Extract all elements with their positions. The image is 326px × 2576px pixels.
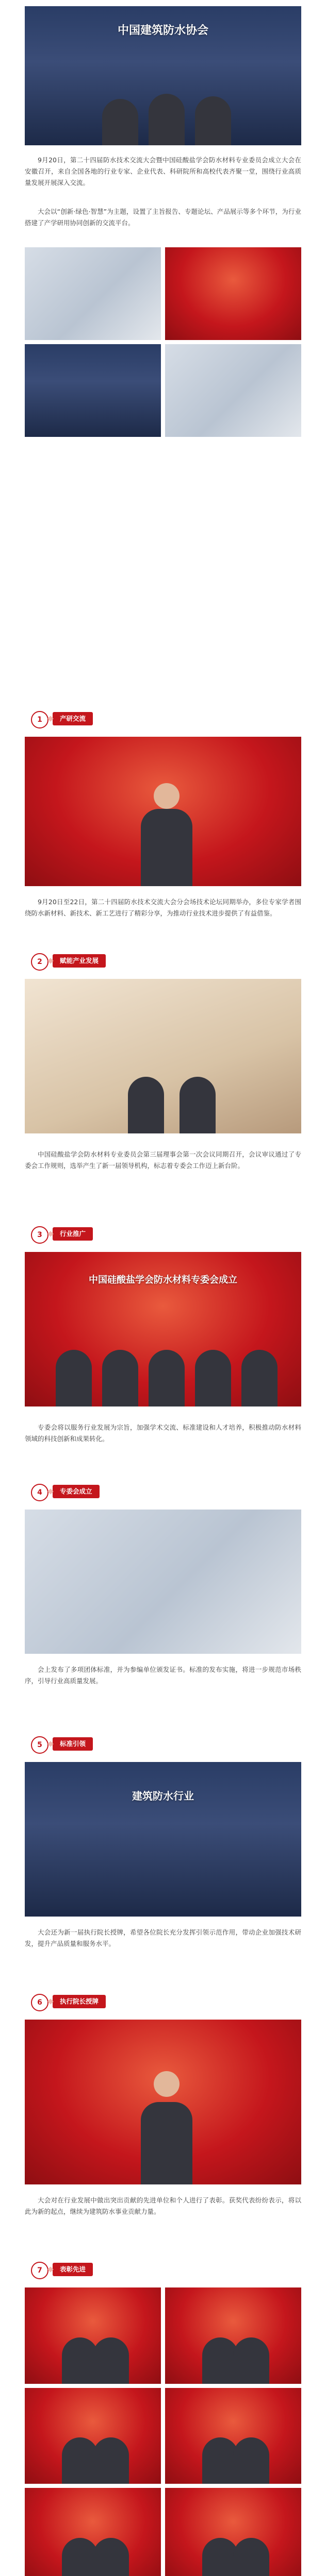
- section-title-4: 专委会成立: [53, 1485, 100, 1498]
- photo-grid-1b: [165, 247, 301, 340]
- standard-photo: [25, 1510, 301, 1654]
- award-grid-photo: [25, 2488, 161, 2576]
- stage-banner-text: 建筑防水行业: [132, 1790, 194, 1802]
- section-mark-4: 4: [31, 1484, 48, 1501]
- paragraph-1: 9月20日，第二十四届防水技术交流大会暨中国硅酸盐学会防水材料专业委员会成立大会在安徽召开，来自全国各地的行业专家、企业代表、科研院所和高校代表齐聚一堂，围绕行业高质量发展开展深入交流。: [25, 156, 301, 187]
- section-title-1: 产研交流: [53, 712, 93, 725]
- paragraph-2: 大会以“创新·绿色·智慧”为主题，设置了主旨报告、专题论坛、产品展示等多个环节，为行业搭建了产学研用协同创新的交流平台。: [25, 208, 301, 227]
- photo-grid-1c: [25, 344, 161, 437]
- award-grid-photo: [165, 2388, 301, 2484]
- award-photo: [25, 979, 301, 1133]
- photo-grid-1a: [25, 247, 161, 340]
- section-title-2: 赋能产业发展: [53, 954, 106, 968]
- section-title-3: 行业推广: [53, 1227, 93, 1241]
- section-mark-2: 2: [31, 953, 48, 971]
- paragraph-6: 会上发布了多项团体标准，并为参编单位颁发证书。标准的发布实施，将进一步规范市场秩序，引导行业高质量发展。: [25, 1666, 301, 1685]
- paragraph-7: 大会还为新一届执行院长授牌，希望各位院长充分发挥引领示范作用，带动企业加强技术研发，提升产品质量和服务水平。: [25, 1928, 301, 1947]
- paragraph-5: 专委会将以服务行业发展为宗旨，加强学术交流、标准建设和人才培养，积极推动防水材料领域的科技创新和成果转化。: [25, 1423, 301, 1443]
- award-grid-photo: [165, 2488, 301, 2576]
- section-mark-5: 5: [31, 1736, 48, 1754]
- speaker-photo: [25, 737, 301, 886]
- award-grid: [25, 2287, 301, 2576]
- section-mark-3: 3: [31, 1226, 48, 1244]
- section-mark-1: 1: [31, 711, 48, 728]
- stage-photo: [25, 1762, 301, 1917]
- award-grid-photo: [25, 2388, 161, 2484]
- section-mark-7: 7: [31, 2262, 48, 2279]
- award-grid-photo: [25, 2287, 161, 2384]
- paragraph-8: 大会对在行业发展中做出突出贡献的先进单位和个人进行了表彰。获奖代表纷纷表示，将以此为新的起点，继续为建筑防水事业贡献力量。: [25, 2196, 301, 2215]
- committee-photo: [25, 1252, 301, 1406]
- photo-grid-1d: [165, 344, 301, 437]
- dean-photo: [25, 2020, 301, 2184]
- section-title-6: 执行院长授牌: [53, 1995, 106, 2008]
- hero-photo: [25, 6, 301, 145]
- section-mark-6: 6: [31, 1994, 48, 2011]
- paragraph-3: 9月20日至22日，第二十四届防水技术交流大会分会场技术论坛同期举办，多位专家学者围绕防水新材料、新技术、新工艺进行了精彩分享，为推动行业技术进步提供了有益借鉴。: [25, 898, 301, 917]
- section-title-5: 标准引领: [53, 1737, 93, 1751]
- award-grid-photo: [165, 2287, 301, 2384]
- paragraph-4: 中国硅酸盐学会防水材料专业委员会第三届理事会第一次会议同期召开，会议审议通过了专委会工作规则，选举产生了新一届领导机构，标志着专委会工作迈上新台阶。: [25, 1150, 301, 1170]
- section-title-7: 表彰先进: [53, 2263, 93, 2276]
- committee-banner-text: 中国硅酸盐学会防水材料专委会成立: [89, 1275, 237, 1285]
- hero-banner-text: 中国建筑防水协会: [117, 24, 208, 37]
